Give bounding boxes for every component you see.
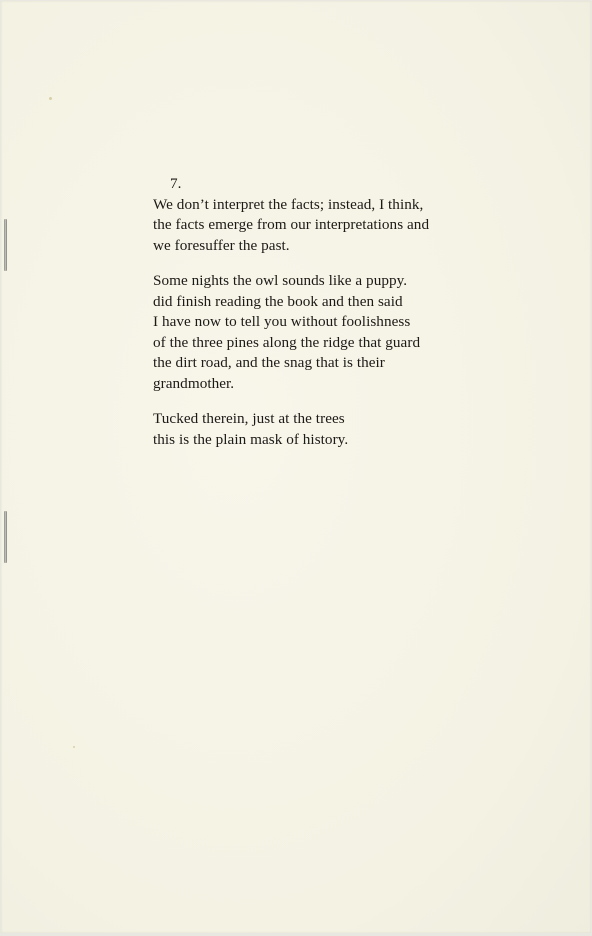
poem-line: Tucked therein, just at the trees bbox=[153, 410, 345, 427]
page bbox=[1, 1, 591, 933]
poem-line: this is the plain mask of history. bbox=[153, 430, 349, 448]
poem-line: we foresuffer the past. bbox=[153, 236, 290, 254]
poem-line: Some nights the owl sounds like a puppy. bbox=[153, 272, 408, 289]
poem-line: the facts emerge from our interpretations and bbox=[153, 216, 430, 233]
staple-top bbox=[4, 219, 7, 271]
stanza-2 bbox=[153, 271, 473, 394]
poem-line: of the three pines along the ridge that guard bbox=[153, 333, 421, 351]
paper-speck bbox=[49, 97, 52, 100]
poem-line: We don’t interpret the facts; instead, I think, bbox=[153, 195, 424, 213]
poem-line: grandmother. bbox=[153, 374, 235, 392]
stanza-1 bbox=[153, 195, 473, 257]
poem-line: I have now to tell you without foolishness bbox=[153, 313, 411, 330]
poem-line: did finish reading the book and then said bbox=[153, 292, 403, 310]
stanza-3 bbox=[153, 409, 473, 450]
paper-speck bbox=[73, 746, 75, 748]
staple-bottom bbox=[4, 511, 7, 563]
poem-number: 7. bbox=[170, 175, 182, 192]
poem-line: the dirt road, and the snag that is their bbox=[153, 354, 385, 371]
poem bbox=[153, 174, 473, 465]
